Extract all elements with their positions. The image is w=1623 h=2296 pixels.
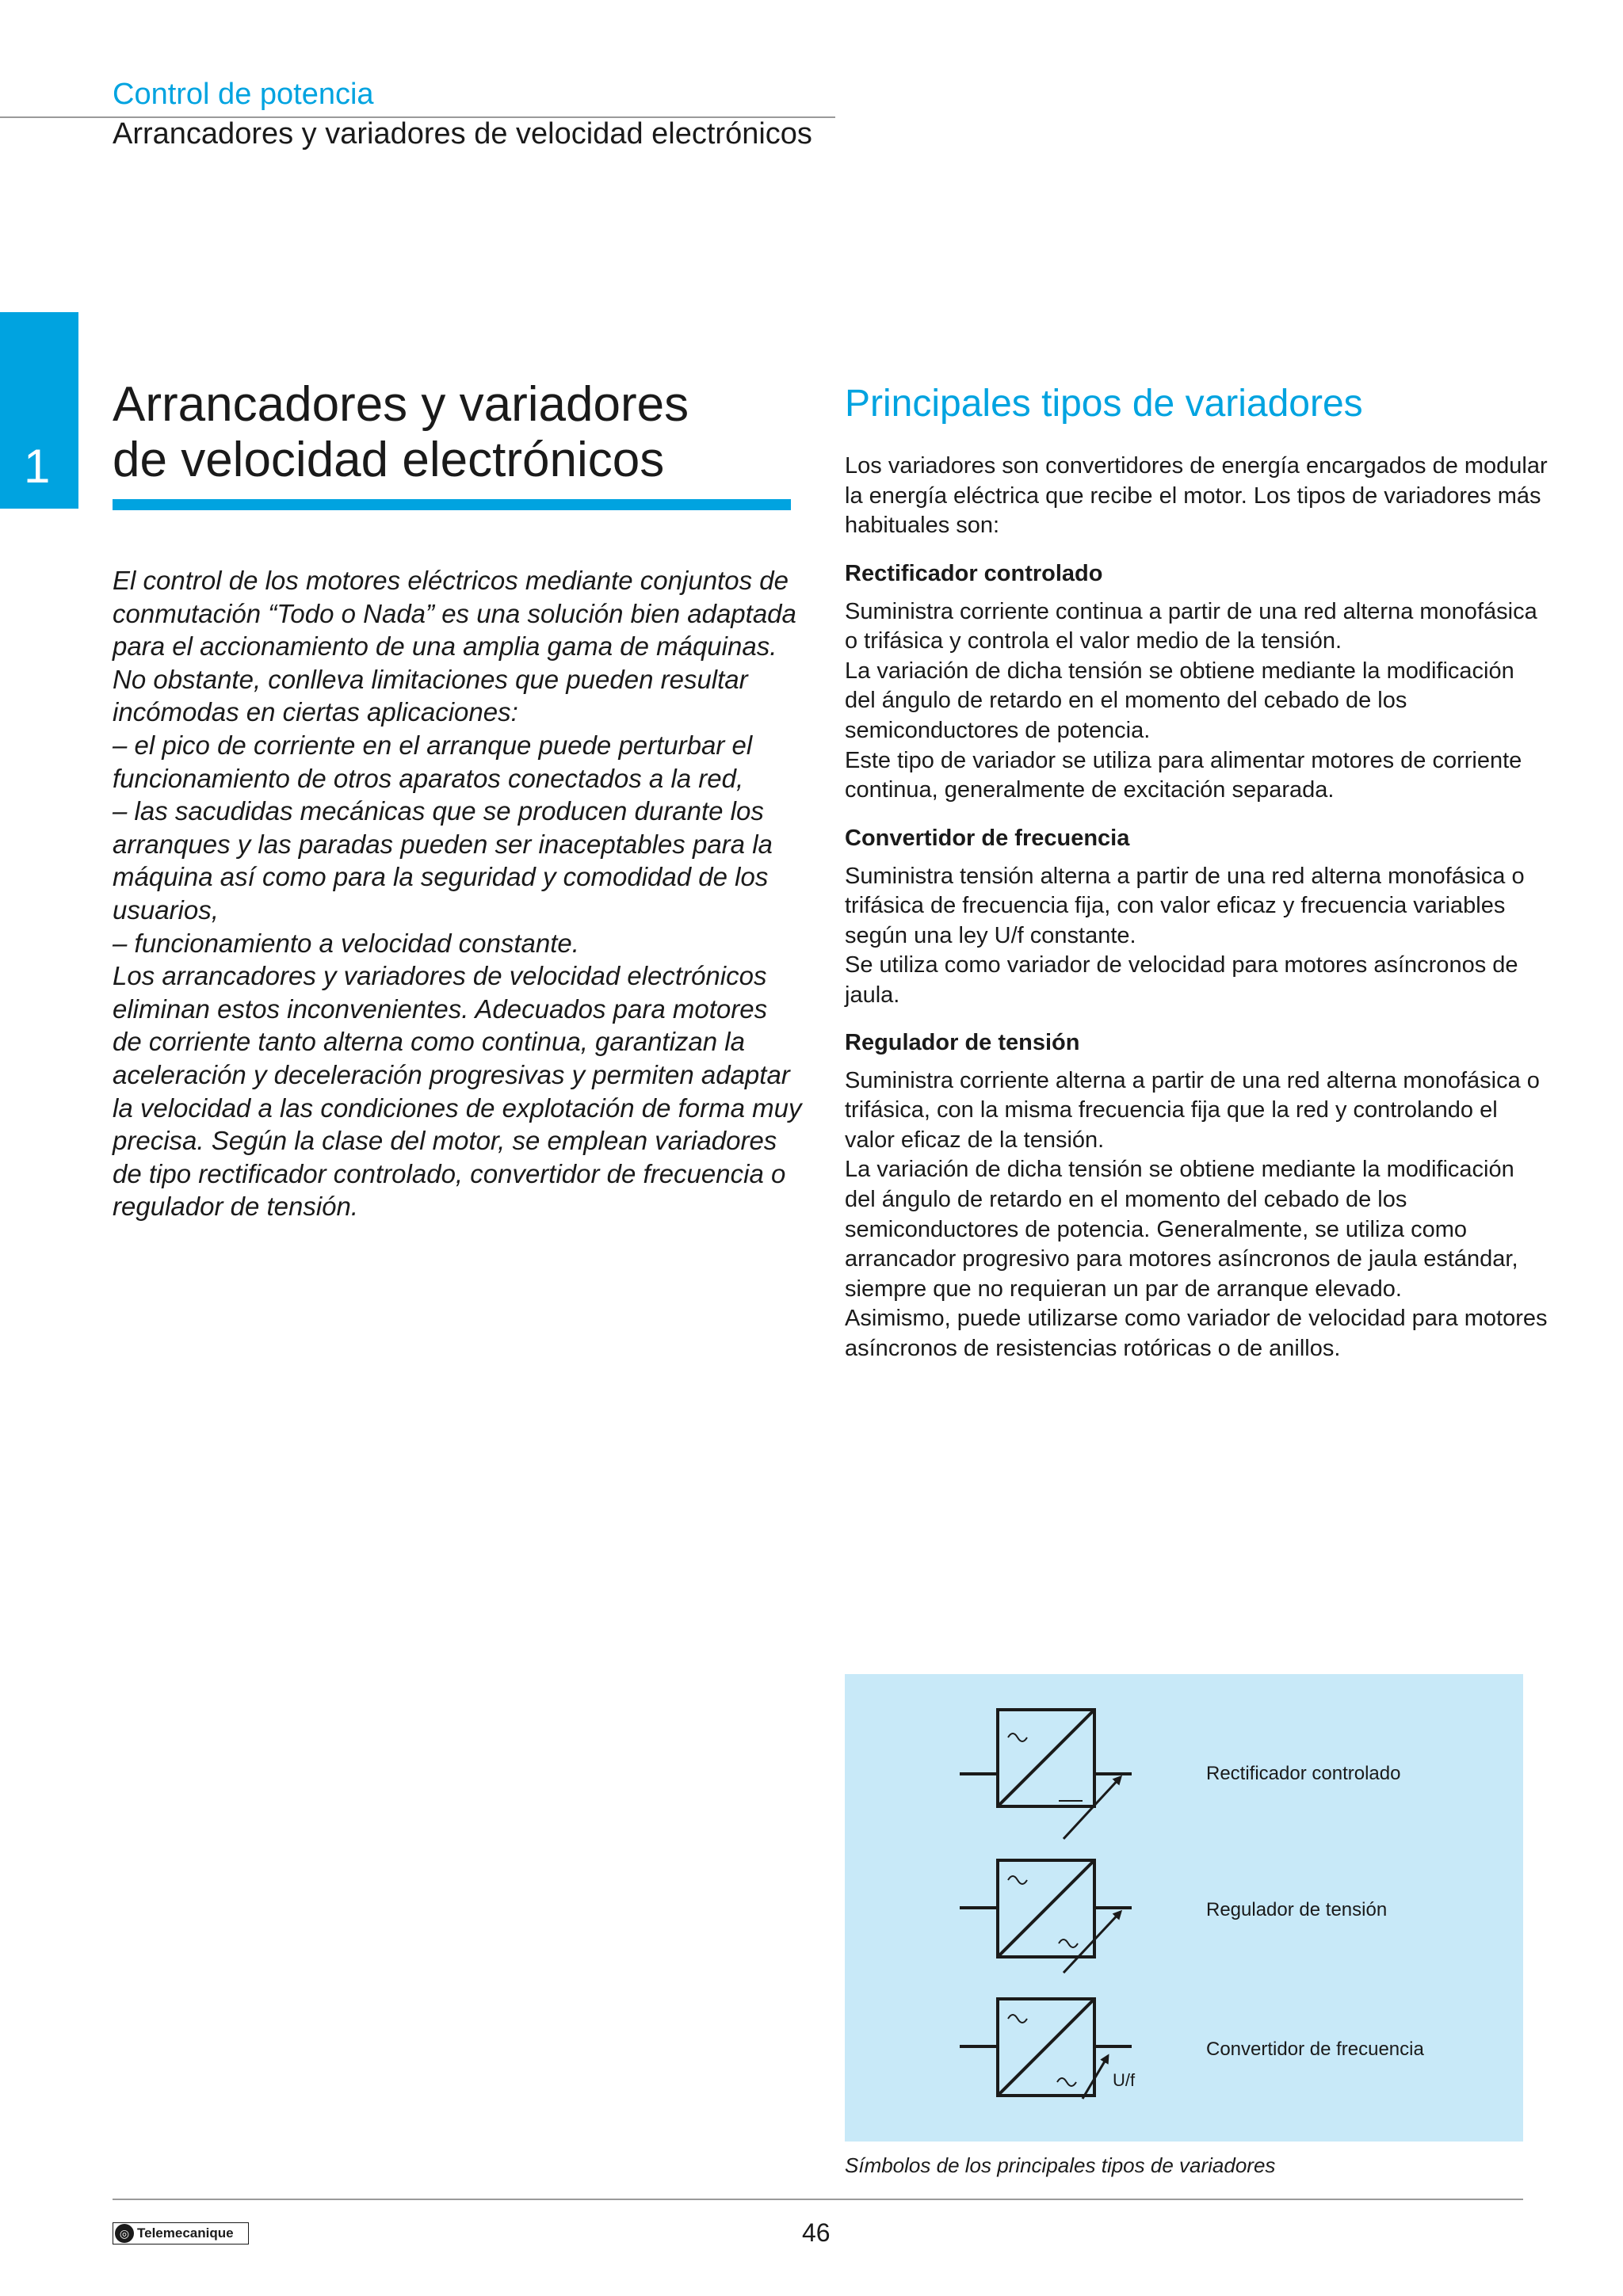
page-title-line-2: de velocidad electrónicos — [113, 433, 665, 487]
section-intro-text: Los variadores son convertidores de energía encargados de modular la energía eléctrica que recibe el motor. Los tipos de variadores más habituales son: — [845, 453, 1548, 539]
section-convertidor — [845, 824, 1550, 1011]
header-section: Control de potencia — [113, 78, 374, 111]
label-rectificador: Rectificador controlado — [1206, 1763, 1401, 1784]
intro-paragraph: – funcionamiento a velocidad constante. — [113, 928, 579, 958]
variator-symbols-diagram — [845, 1674, 1523, 2142]
page-title — [113, 377, 802, 488]
section-heading: Rectificador controlado — [845, 561, 1103, 586]
frequency-converter-symbol — [960, 1999, 1132, 2099]
section-title: Principales tipos de variadores — [845, 383, 1363, 425]
section-paragraph: Se utiliza como variador de velocidad para motores asíncronos de jaula. — [845, 952, 1518, 1008]
symbols-figure — [845, 1674, 1523, 2142]
header-title: Arrancadores y variadores de velocidad electrónicos — [113, 117, 812, 151]
label-convertidor: Convertidor de frecuencia — [1206, 2039, 1424, 2060]
page-number: 46 — [802, 2218, 831, 2247]
section-paragraph: Suministra tensión alterna a partir de una red alterna monofásica o trifásica de frecuencia fija, con valor eficaz y frecuencia variables según una ley U/f constante. — [845, 863, 1525, 948]
page-title-line-1: Arrancadores y variadores — [113, 377, 689, 432]
figure-caption: Símbolos de los principales tipos de variadores — [845, 2153, 1276, 2177]
title-underline — [113, 499, 791, 510]
footer-rule — [113, 2199, 1523, 2200]
intro-text — [113, 564, 802, 1223]
intro-paragraph: – el pico de corriente en el arranque puede perturbar el funcionamiento de otros aparatos conectados a la red, — [113, 730, 753, 793]
chapter-tab — [0, 312, 78, 509]
voltage-regulator-symbol — [960, 1860, 1132, 1973]
section-paragraph: La variación de dicha tensión se obtiene mediante la modificación del ángulo de retardo en el momento del cebado de los semiconductores de potencia. Generalmente, se utiliza como arrancador progresivo para motores asíncronos de jaula estándar, siempre que no requieran un par de arranque elevado. — [845, 1157, 1518, 1302]
intro-paragraph: Los arrancadores y variadores de velocidad electrónicos eliminan estos inconvenientes. Adecuados para motores de corriente tanto alterna como continua, garantizan la aceleración y deceleración progresivas y permiten adaptar la velocidad a las condiciones de explotación de forma muy precisa. Según la clase del motor, se emplean variadores de tipo rectificador controlado, convertidor de frecuencia o regulador de tensión. — [113, 961, 802, 1222]
telemecanique-logo — [113, 2222, 249, 2245]
section-regulador — [845, 1028, 1550, 1364]
section-rectificador — [845, 559, 1550, 806]
rectifier-symbol — [960, 1710, 1132, 1839]
section-heading: Convertidor de frecuencia — [845, 826, 1130, 851]
section-paragraph: Este tipo de variador se utiliza para alimentar motores de corriente continua, generalmente de excitación separada. — [845, 747, 1522, 803]
chapter-number: 1 — [24, 440, 51, 493]
intro-paragraph: El control de los motores eléctricos mediante conjuntos de conmutación “Todo o Nada” es una solución bien adaptada para el accionamiento de una amplia gama de máquinas. No obstante, conlleva limitaciones que pueden resultar incómodas en ciertas aplicaciones: — [113, 566, 796, 727]
section-paragraph: La variación de dicha tensión se obtiene mediante la modificación del ángulo de retardo en el momento del cebado de los semiconductores de potencia. — [845, 658, 1514, 743]
intro-paragraph: – las sacudidas mecánicas que se producen durante los arranques y las paradas pueden ser inaceptables para la máquina así como para la seguridad y comodidad de los usuarios, — [113, 796, 773, 925]
section-heading: Regulador de tensión — [845, 1030, 1080, 1055]
section-paragraph: Suministra corriente continua a partir de una red alterna monofásica o trifásica y controla el valor medio de la tensión. — [845, 598, 1537, 654]
uf-label: U/f — [1113, 2070, 1136, 2090]
logo-text: Telemecanique — [137, 2225, 234, 2241]
section-paragraph: Asimismo, puede utilizarse como variador de velocidad para motores asíncronos de resistencias rotóricas o de anillos. — [845, 1306, 1548, 1361]
section-intro — [845, 452, 1550, 541]
section-paragraph: Suministra corriente alterna a partir de una red alterna monofásica o trifásica, con la misma frecuencia fija que la red y controlando el valor eficaz de la tensión. — [845, 1067, 1540, 1153]
label-regulador: Regulador de tensión — [1206, 1899, 1388, 1920]
logo-mark-icon: ◎ — [115, 2224, 134, 2243]
